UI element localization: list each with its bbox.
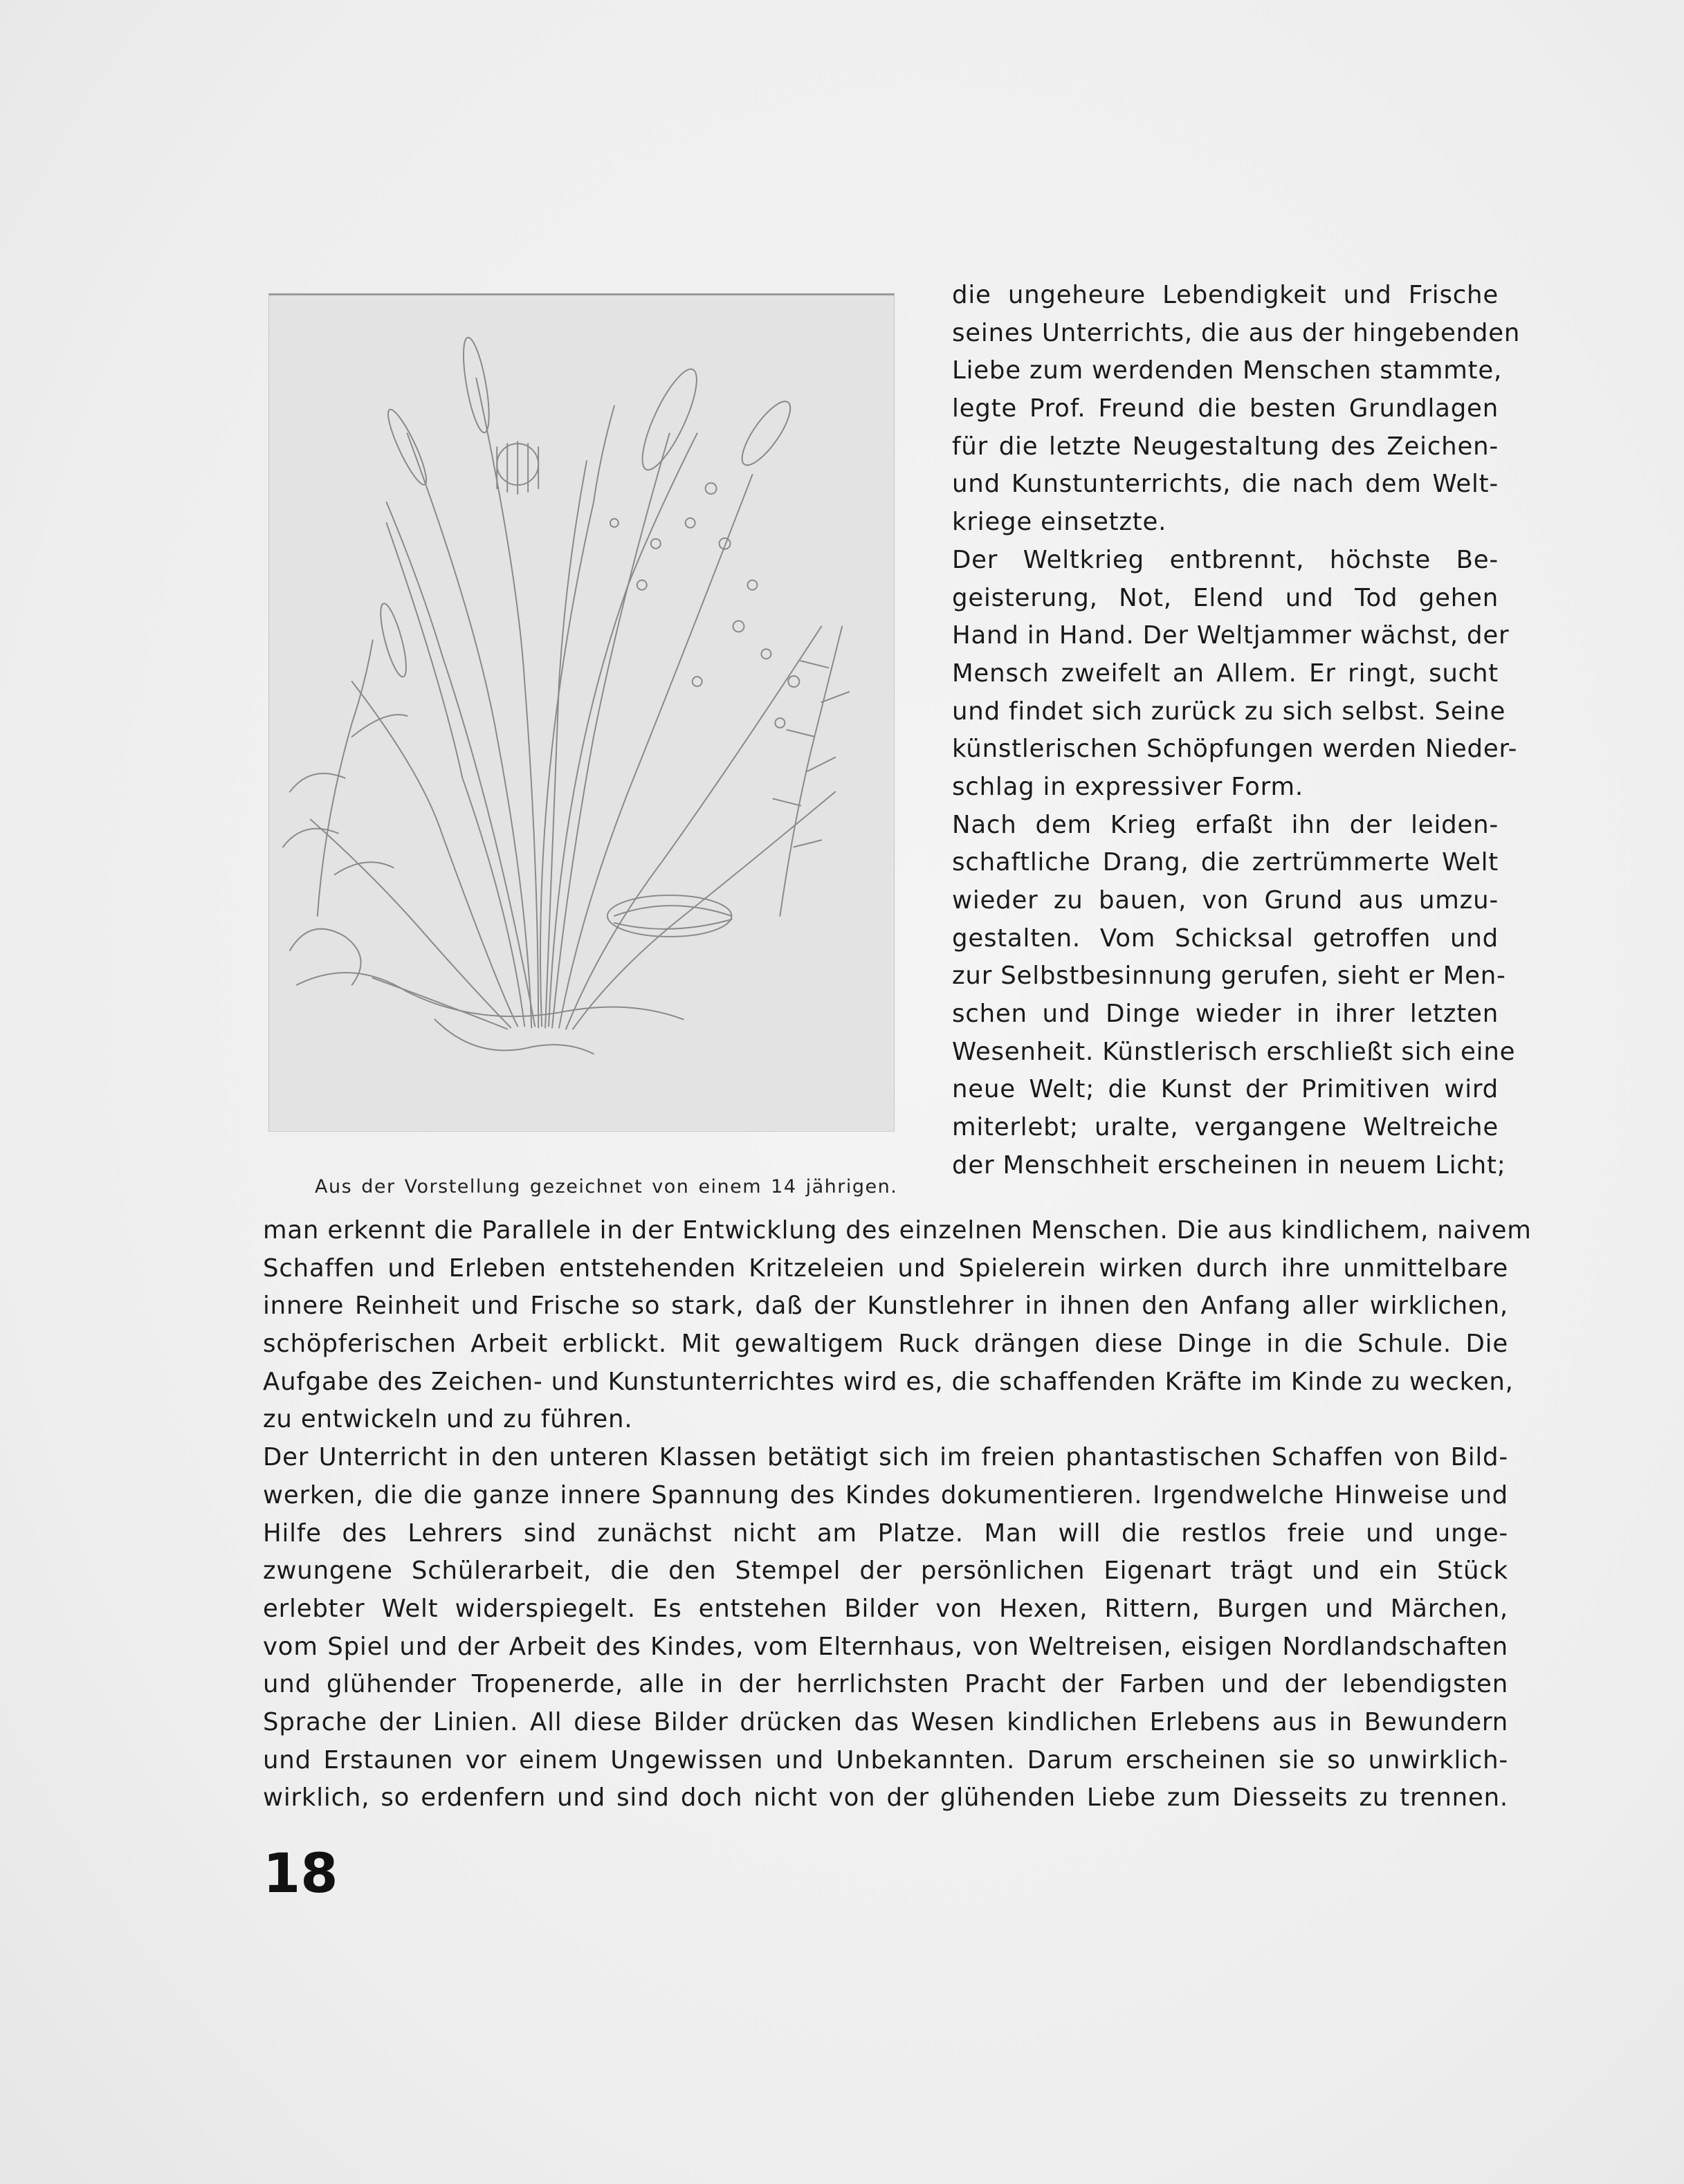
text-line: Der Unterricht in den unteren Klassen betätigt sich im freien phantastischen Schaffen von Bild-: [263, 1443, 1508, 1472]
text-line: erlebter Welt widerspiegelt. Es entstehen Bilder von Hexen, Rittern, Burgen und Märchen,: [263, 1594, 1508, 1623]
text-line: Wesenheit. Künstlerisch erschließt sich eine: [952, 1037, 1516, 1066]
page-number: 18: [263, 1843, 338, 1905]
text-line: zu entwickeln und zu führen.: [263, 1405, 633, 1434]
text-line: und Erstaunen vor einem Ungewissen und Unbekannten. Darum erscheinen sie so unwirklich-: [263, 1745, 1508, 1774]
text-line: Sprache der Linien. All diese Bilder drücken das Wesen kindlichen Erlebens aus in Bewundern: [263, 1707, 1508, 1736]
text-line: Nach dem Krieg erfaßt ihn der leiden-: [952, 810, 1499, 839]
text-line: schen und Dinge wieder in ihrer letzten: [952, 1000, 1499, 1029]
text-line: vom Spiel und der Arbeit des Kindes, vom Elternhaus, von Weltreisen, eisigen Nordlandschaften: [263, 1632, 1508, 1661]
figure-caption: Aus der Vorstellung gezeichnet von einem 14 jährigen.: [315, 1176, 898, 1197]
text-line: miterlebt; uralte, vergangene Weltreiche: [952, 1113, 1499, 1142]
text-line: wirklich, so erdenfern und sind doch nicht von der glühenden Liebe zum Diesseits zu trennen.: [263, 1783, 1508, 1813]
text-line: schlag in expressiver Form.: [952, 772, 1303, 801]
text-line: neue Welt; die Kunst der Primitiven wird: [952, 1075, 1499, 1104]
text-line: kriege einsetzte.: [952, 508, 1167, 537]
text-line: gestalten. Vom Schicksal getroffen und: [952, 924, 1499, 953]
text-line: werken, die die ganze innere Spannung des Kindes dokumentieren. Irgendwelche Hinweise und: [263, 1480, 1508, 1509]
text-line: seines Unterrichts, die aus der hingebenden: [952, 318, 1521, 347]
text-line: Hilfe des Lehrers sind zunächst nicht am Platze. Man will die restlos freie und unge-: [263, 1518, 1508, 1548]
text-line: für die letzte Neugestaltung des Zeichen-: [952, 432, 1499, 461]
text-line: und findet sich zurück zu sich selbst. Seine: [952, 697, 1506, 726]
text-line: der Menschheit erscheinen in neuem Licht;: [952, 1150, 1506, 1180]
text-line: und glühender Tropenerde, alle in der herrlichsten Pracht der Farben und der lebendigsten: [263, 1670, 1508, 1699]
text-line: Schaffen und Erleben entstehenden Kritzeleien und Spielerein wirken durch ihre unmittelbare: [263, 1254, 1508, 1283]
text-line: die ungeheure Lebendigkeit und Frische: [952, 281, 1499, 309]
text-line: zwungene Schülerarbeit, die den Stempel der persönlichen Eigenart trägt und ein Stück: [263, 1557, 1508, 1586]
grass-plants-drawing-icon: [269, 295, 894, 1131]
text-line: Liebe zum werdenden Menschen stammte,: [952, 356, 1503, 385]
text-line: schöpferischen Arbeit erblickt. Mit gewaltigem Ruck drängen diese Dinge in die Schule. Die: [263, 1330, 1508, 1359]
text-line: Der Weltkrieg entbrennt, höchste Be-: [952, 545, 1499, 574]
text-line: geisterung, Not, Elend und Tod gehen: [952, 583, 1499, 612]
plant-drawing-figure: [268, 293, 895, 1132]
text-line: künstlerischen Schöpfungen werden Nieder-: [952, 735, 1518, 764]
text-line: man erkennt die Parallele in der Entwicklung des einzelnen Menschen. Die aus kindlichem, naivem: [263, 1216, 1532, 1245]
text-line: legte Prof. Freund die besten Grundlagen: [952, 394, 1499, 423]
text-line: schaftliche Drang, die zertrümmerte Welt: [952, 848, 1499, 877]
text-line: innere Reinheit und Frische so stark, daß der Kunstlehrer in ihnen den Anfang aller wirklichen,: [263, 1292, 1508, 1321]
text-line: Mensch zweifelt an Allem. Er ringt, sucht: [952, 659, 1499, 688]
text-line: Hand in Hand. Der Weltjammer wächst, der: [952, 621, 1510, 650]
text-line: und Kunstunterrichts, die nach dem Welt-: [952, 470, 1499, 499]
text-line: zur Selbstbesinnung gerufen, sieht er Men-: [952, 962, 1506, 991]
right-column-text: [952, 277, 1521, 1185]
text-line: wieder zu bauen, von Grund aus umzu-: [952, 886, 1499, 915]
full-width-text: [263, 1212, 1532, 1817]
text-line: Aufgabe des Zeichen- und Kunstunterrichtes wird es, die schaffenden Kräfte im Kinde zu wecken,: [263, 1367, 1514, 1396]
